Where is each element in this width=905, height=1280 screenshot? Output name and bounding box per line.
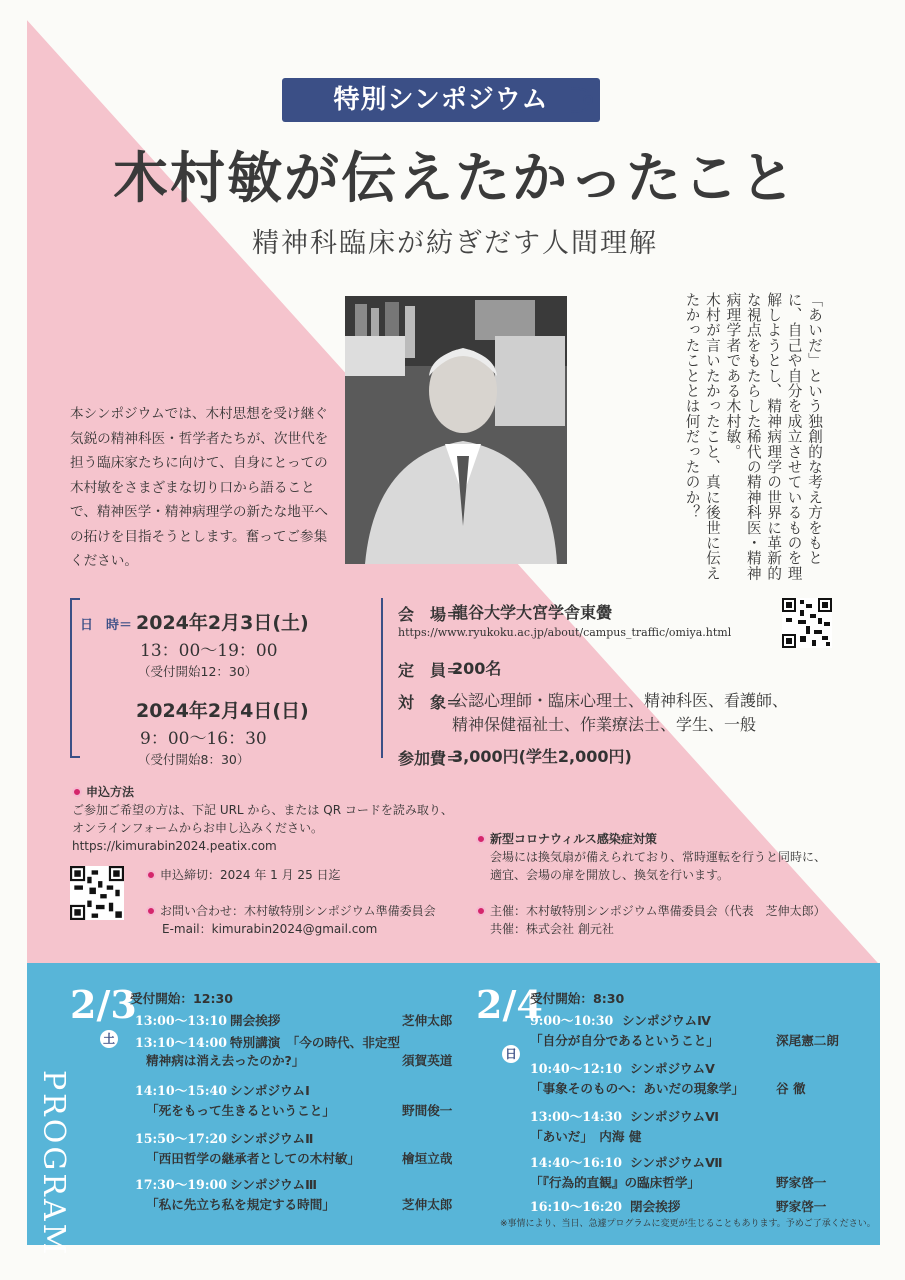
target-line2: 精神保健福祉士、作業療法士、学生、一般 (452, 715, 757, 734)
covid-line1: 会場には換気扇が備えられており、常時運転を行うと同時に、 (490, 850, 827, 864)
lead-paragraph-2: 木村が言いたかったこと、真に後世に伝えたかったこととは何だったのか？ (683, 292, 721, 581)
program-speaker: 野間俊一 (402, 1103, 453, 1118)
day2-date: 2024年2月4日(日) (136, 700, 309, 722)
program-time: 13:00〜14:30 (530, 1109, 622, 1124)
program-title: 「死をもって生きるということ」 (146, 1103, 335, 1118)
program-time: 14:40〜16:10 (530, 1155, 622, 1170)
lead-paragraph-1: 「あいだ」という独創的な考え方をもとに、自己や自分を成立させているものを理解しようとし、精神病理学の世界に革新的な視点をもたらした稀代の精神科医・精神病理学者である木村敏。 (724, 292, 823, 581)
day2-reception: （受付開始8：30） (138, 752, 250, 767)
program-title: シンポジウムⅡ (230, 1131, 314, 1146)
program-speaker: 深尾憲二朗 (776, 1033, 839, 1048)
apply-url[interactable]: https://kimurabin2024.peatix.com (72, 839, 277, 853)
page-subtitle: 精神科臨床が紡ぎだす人間理解 (252, 228, 658, 259)
capacity-label: 定 員＝ (398, 661, 463, 680)
contact-email[interactable]: E-mail：kimurabin2024@gmail.com (162, 922, 378, 936)
day2-weekday: 日 (502, 1045, 520, 1063)
program-title: 「自分が自分であるということ」 (530, 1033, 719, 1048)
day1-weekday: 土 (100, 1030, 118, 1048)
program-title: シンポジウムⅢ (230, 1177, 318, 1192)
program-title: シンポジウムⅣ (622, 1013, 711, 1028)
venue: 龍谷大学大宮学舎東黌 (452, 603, 613, 622)
program-time: 10:40〜12:10 (530, 1061, 622, 1076)
portrait-photo (345, 296, 567, 564)
venue-url[interactable]: https://www.ryukoku.ac.jp/about/campus_traffic/omiya.html (398, 626, 732, 639)
program-title: 特別講演 「今の時代、非定型 (230, 1035, 401, 1050)
program-speaker: 芝伸太郎 (402, 1013, 453, 1028)
program-speaker: 芝伸太郎 (402, 1197, 453, 1212)
apply-line1: ご参加ご希望の方は、下記 URL から、または QR コードを読み取り、 (72, 803, 453, 817)
schedule-bracket-top (70, 598, 80, 600)
covid-line2: 適宜、会場の扉を開放し、換気を行います。 (490, 868, 730, 882)
program-title: 「『行為的直観』の臨床哲学」 (530, 1175, 701, 1190)
venue-qr-code[interactable] (782, 598, 832, 648)
program-title: シンポジウムⅦ (630, 1155, 723, 1170)
program-title: 閉会挨拶 (630, 1199, 681, 1214)
apply-heading: 申込方法 (72, 783, 502, 801)
apply-section (72, 783, 502, 855)
organizer-host: 主催：木村敏特別シンポジウム準備委員会（代表 芝伸太郎） (476, 902, 826, 919)
program-title: シンポジウムⅥ (630, 1109, 719, 1124)
schedule-bracket (70, 598, 72, 758)
program-speaker: 谷 徹 (776, 1081, 806, 1096)
program-note: ※事情により、当日、急遽プログラムに変更が生じることもあります。予めご了承ください。 (500, 1219, 876, 1229)
apply-qr-code[interactable] (70, 866, 124, 920)
target-label: 対 象＝ (398, 693, 463, 712)
day1-reception-label: 受付開始：12:30 (130, 991, 234, 1006)
apply-line2: オンラインフォームからお申し込みください。 (72, 821, 324, 835)
ornament-right-icon (568, 84, 598, 116)
bullet-icon (72, 787, 82, 797)
program-title: 開会挨拶 (230, 1013, 281, 1028)
program-title: シンポジウムⅠ (230, 1083, 310, 1098)
program-title: 「西田哲学の継承者としての木村敏」 (146, 1151, 361, 1166)
program-title: シンポジウムⅤ (630, 1061, 715, 1076)
bullet-icon (146, 906, 156, 916)
program-speaker: 檜垣立哉 (402, 1151, 453, 1166)
program-title: 「事象そのものへ：あいだの現象学」 (530, 1081, 745, 1096)
day1-date: 2024年2月3日(土) (136, 612, 309, 634)
day1-reception: （受付開始12：30） (138, 664, 258, 679)
bullet-icon (476, 834, 486, 844)
program-speaker: 野家啓一 (776, 1175, 827, 1190)
page-title: 木村敏が伝えたかったこと (112, 145, 797, 210)
program-time: 16:10〜16:20 (530, 1199, 622, 1214)
organizer-cohost: 共催：株式会社 創元社 (490, 922, 614, 936)
program-time: 13:00〜13:10 (135, 1013, 227, 1028)
day2-time: 9：00〜16：30 (140, 729, 267, 749)
program-speaker: 野家啓一 (776, 1199, 827, 1214)
program-label: PROGRAM (36, 1070, 71, 1258)
venue-label: 会 場＝ (398, 605, 463, 624)
schedule-label: 日 時＝ (80, 618, 133, 633)
day2-reception-label: 受付開始：8:30 (530, 991, 625, 1006)
fee: 3,000円(学生2,000円) (452, 747, 632, 766)
day1-program-date: 2/3 (70, 982, 137, 1027)
day2-program-date: 2/4 (476, 982, 543, 1027)
bullet-icon (476, 906, 486, 916)
program-time: 9:00〜10:30 (530, 1013, 614, 1028)
program-time: 17:30〜19:00 (135, 1177, 227, 1192)
schedule-bracket-bottom (70, 756, 80, 758)
contact: お問い合わせ：木村敏特別シンポジウム準備委員会 (146, 902, 436, 919)
lead-vertical-text (596, 292, 824, 582)
program-title: 「私に先立ち私を規定する時間」 (146, 1197, 335, 1212)
bullet-icon (146, 870, 156, 880)
program-time: 14:10〜15:40 (135, 1083, 227, 1098)
info-bracket (381, 598, 383, 758)
capacity: 200名 (452, 659, 502, 678)
program-time: 13:10〜14:00 (135, 1035, 227, 1050)
event-badge: 特別シンポジウム (282, 78, 600, 122)
deadline: 申込締切：2024 年 1 月 25 日迄 (146, 866, 341, 883)
covid-section (476, 830, 886, 884)
program-title: 精神病は消え去ったのか?」 (146, 1053, 305, 1068)
fee-label: 参加費＝ (398, 749, 463, 768)
intro-text: 本シンポジウムでは、木村思想を受け継ぐ気鋭の精神科医・哲学者たちが、次世代を担う臨床家たちに向けて、自身にとっての木村敏をさまざまな切り口から語ることで、精神医学・精神病理学の新たな地平への拓けを目指そうとします。奮ってご参集ください。 (70, 406, 329, 569)
day1-time: 13：00〜19：00 (140, 641, 278, 661)
program-title: 「あいだ」 内海 健 (530, 1129, 642, 1144)
program-time: 15:50〜17:20 (135, 1131, 227, 1146)
target-line1: 公認心理師・臨床心理士、精神科医、看護師、 (452, 691, 789, 710)
covid-heading: 新型コロナウィルス感染症対策 (476, 830, 886, 848)
program-speaker: 須賀英道 (402, 1053, 453, 1068)
